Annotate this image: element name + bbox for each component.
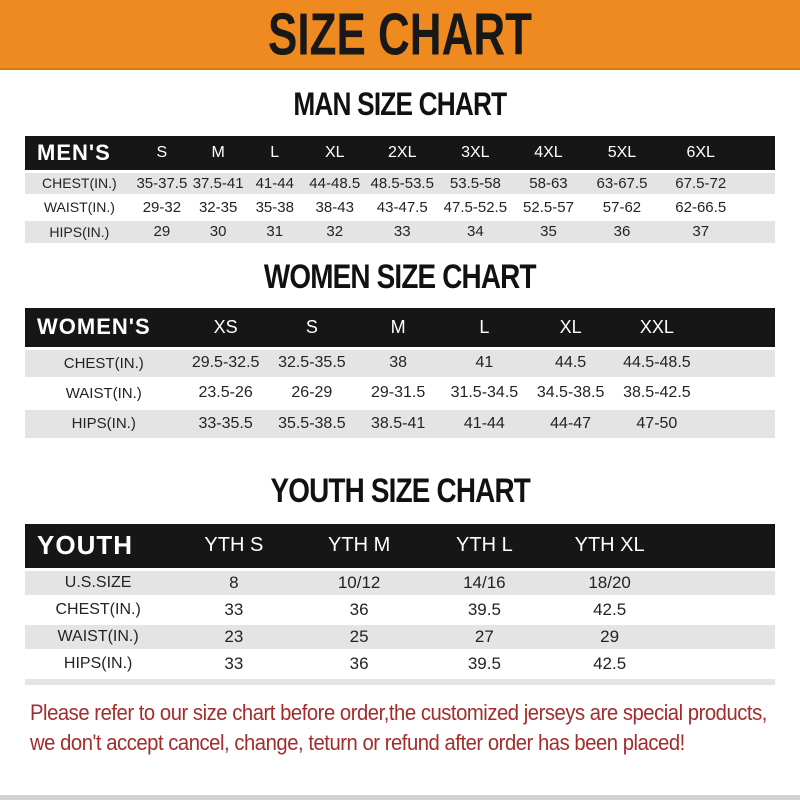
size-value-cell: 36 <box>297 650 422 677</box>
size-value-cell: 44-47 <box>528 408 614 438</box>
table-row <box>25 378 775 408</box>
size-value-cell: 35.5-38.5 <box>269 408 355 438</box>
size-value-cell: 27 <box>422 623 547 650</box>
size-value-cell: 18/20 <box>547 569 672 596</box>
size-value-cell: 29 <box>547 623 672 650</box>
size-value-cell: 34.5-38.5 <box>528 378 614 408</box>
size-value-cell: 38 <box>355 348 441 378</box>
size-value-cell: 47.5-52.5 <box>438 195 512 219</box>
size-value-cell: 29 <box>134 219 190 243</box>
size-value-cell: 10/12 <box>297 569 422 596</box>
size-value-cell: 44-48.5 <box>303 171 366 195</box>
size-value-cell: 53.5-58 <box>438 171 512 195</box>
size-value-cell: 23.5-26 <box>183 378 269 408</box>
size-value-cell: 14/16 <box>422 569 547 596</box>
youth-table-bottom-strip <box>25 679 775 685</box>
youth-size-section <box>0 472 800 685</box>
size-column-header: YTH M <box>297 524 422 569</box>
row-spacer <box>742 171 775 195</box>
size-value-cell: 44.5-48.5 <box>614 348 700 378</box>
row-spacer <box>700 348 775 378</box>
row-label: WAIST(IN.) <box>25 195 134 219</box>
table-row <box>25 623 775 650</box>
size-value-cell: 38-43 <box>303 195 366 219</box>
table-corner-label: YOUTH <box>25 524 171 569</box>
size-value-cell: 32-35 <box>190 195 246 219</box>
youth-size-heading: YOUTH SIZE CHART <box>270 472 530 510</box>
table-header-row <box>25 308 775 348</box>
size-value-cell: 62-66.5 <box>659 195 742 219</box>
size-value-cell: 67.5-72 <box>659 171 742 195</box>
women-size-section <box>0 258 800 438</box>
size-column-header: S <box>269 308 355 348</box>
youth-size-table <box>25 524 775 677</box>
row-spacer <box>672 596 775 623</box>
size-value-cell: 33-35.5 <box>183 408 269 438</box>
size-value-cell: 44.5 <box>528 348 614 378</box>
table-row <box>25 219 775 243</box>
banner-title: SIZE CHART <box>268 0 532 68</box>
size-value-cell: 37 <box>659 219 742 243</box>
size-column-header: L <box>246 136 303 171</box>
women-size-heading: WOMEN SIZE CHART <box>264 258 536 296</box>
row-spacer <box>700 408 775 438</box>
size-column-header: 5XL <box>584 136 659 171</box>
size-value-cell: 38.5-42.5 <box>614 378 700 408</box>
size-value-cell: 41 <box>441 348 527 378</box>
size-value-cell: 31.5-34.5 <box>441 378 527 408</box>
size-value-cell: 31 <box>246 219 303 243</box>
size-value-cell: 63-67.5 <box>584 171 659 195</box>
size-value-cell: 39.5 <box>422 596 547 623</box>
size-column-header: 3XL <box>438 136 512 171</box>
size-value-cell: 29.5-32.5 <box>183 348 269 378</box>
size-value-cell: 52.5-57 <box>512 195 584 219</box>
size-value-cell: 38.5-41 <box>355 408 441 438</box>
size-column-header: L <box>441 308 527 348</box>
man-size-heading: MAN SIZE CHART <box>293 86 507 122</box>
table-row <box>25 348 775 378</box>
size-value-cell: 34 <box>438 219 512 243</box>
size-column-header: 6XL <box>659 136 742 171</box>
header-spacer <box>700 308 775 348</box>
size-value-cell: 36 <box>584 219 659 243</box>
row-label: CHEST(IN.) <box>25 596 171 623</box>
table-row <box>25 569 775 596</box>
size-value-cell: 35-37.5 <box>134 171 190 195</box>
size-value-cell: 29-32 <box>134 195 190 219</box>
size-chart-banner <box>0 0 800 70</box>
size-value-cell: 32 <box>303 219 366 243</box>
header-spacer <box>672 524 775 569</box>
row-spacer <box>742 195 775 219</box>
table-row <box>25 408 775 438</box>
size-value-cell: 41-44 <box>246 171 303 195</box>
size-value-cell: 25 <box>297 623 422 650</box>
size-column-header: YTH L <box>422 524 547 569</box>
size-column-header: 4XL <box>512 136 584 171</box>
size-value-cell: 23 <box>171 623 296 650</box>
size-value-cell: 36 <box>297 596 422 623</box>
row-label: CHEST(IN.) <box>25 348 183 378</box>
disclaimer-line-2: we don't accept cancel, change, teturn or refund after order has been placed! <box>30 730 685 755</box>
size-value-cell: 42.5 <box>547 596 672 623</box>
size-value-cell: 33 <box>171 596 296 623</box>
row-spacer <box>672 569 775 596</box>
table-corner-label: WOMEN'S <box>25 308 183 348</box>
table-row <box>25 195 775 219</box>
table-row <box>25 650 775 677</box>
page-bottom-edge <box>0 795 800 800</box>
disclaimer-line-1: Please refer to our size chart before order,the customized jerseys are special products, <box>30 700 767 725</box>
table-row <box>25 171 775 195</box>
size-column-header: YTH S <box>171 524 296 569</box>
size-value-cell: 29-31.5 <box>355 378 441 408</box>
table-header-row <box>25 136 775 171</box>
size-column-header: XXL <box>614 308 700 348</box>
size-column-header: M <box>190 136 246 171</box>
size-column-header: YTH XL <box>547 524 672 569</box>
size-value-cell: 47-50 <box>614 408 700 438</box>
size-value-cell: 33 <box>366 219 438 243</box>
size-column-header: 2XL <box>366 136 438 171</box>
row-spacer <box>700 378 775 408</box>
size-value-cell: 32.5-35.5 <box>269 348 355 378</box>
row-label: WAIST(IN.) <box>25 623 171 650</box>
row-spacer <box>742 219 775 243</box>
size-value-cell: 8 <box>171 569 296 596</box>
table-corner-label: MEN'S <box>25 136 134 171</box>
row-label: HIPS(IN.) <box>25 650 171 677</box>
size-value-cell: 48.5-53.5 <box>366 171 438 195</box>
row-label: HIPS(IN.) <box>25 408 183 438</box>
header-spacer <box>742 136 775 171</box>
man-size-table <box>25 136 775 243</box>
table-header-row <box>25 524 775 569</box>
size-value-cell: 35 <box>512 219 584 243</box>
size-value-cell: 42.5 <box>547 650 672 677</box>
size-value-cell: 58-63 <box>512 171 584 195</box>
size-column-header: XL <box>303 136 366 171</box>
size-column-header: S <box>134 136 190 171</box>
size-column-header: XS <box>183 308 269 348</box>
size-value-cell: 43-47.5 <box>366 195 438 219</box>
table-row <box>25 596 775 623</box>
size-value-cell: 30 <box>190 219 246 243</box>
size-value-cell: 26-29 <box>269 378 355 408</box>
women-size-table <box>25 308 775 438</box>
disclaimer-note <box>0 698 800 758</box>
row-label: CHEST(IN.) <box>25 171 134 195</box>
size-value-cell: 35-38 <box>246 195 303 219</box>
size-value-cell: 57-62 <box>584 195 659 219</box>
row-label: WAIST(IN.) <box>25 378 183 408</box>
row-label: U.S.SIZE <box>25 569 171 596</box>
size-value-cell: 33 <box>171 650 296 677</box>
size-value-cell: 41-44 <box>441 408 527 438</box>
size-column-header: M <box>355 308 441 348</box>
row-spacer <box>672 650 775 677</box>
size-value-cell: 37.5-41 <box>190 171 246 195</box>
man-size-section <box>0 86 800 243</box>
size-value-cell: 39.5 <box>422 650 547 677</box>
row-spacer <box>672 623 775 650</box>
row-label: HIPS(IN.) <box>25 219 134 243</box>
size-column-header: XL <box>528 308 614 348</box>
